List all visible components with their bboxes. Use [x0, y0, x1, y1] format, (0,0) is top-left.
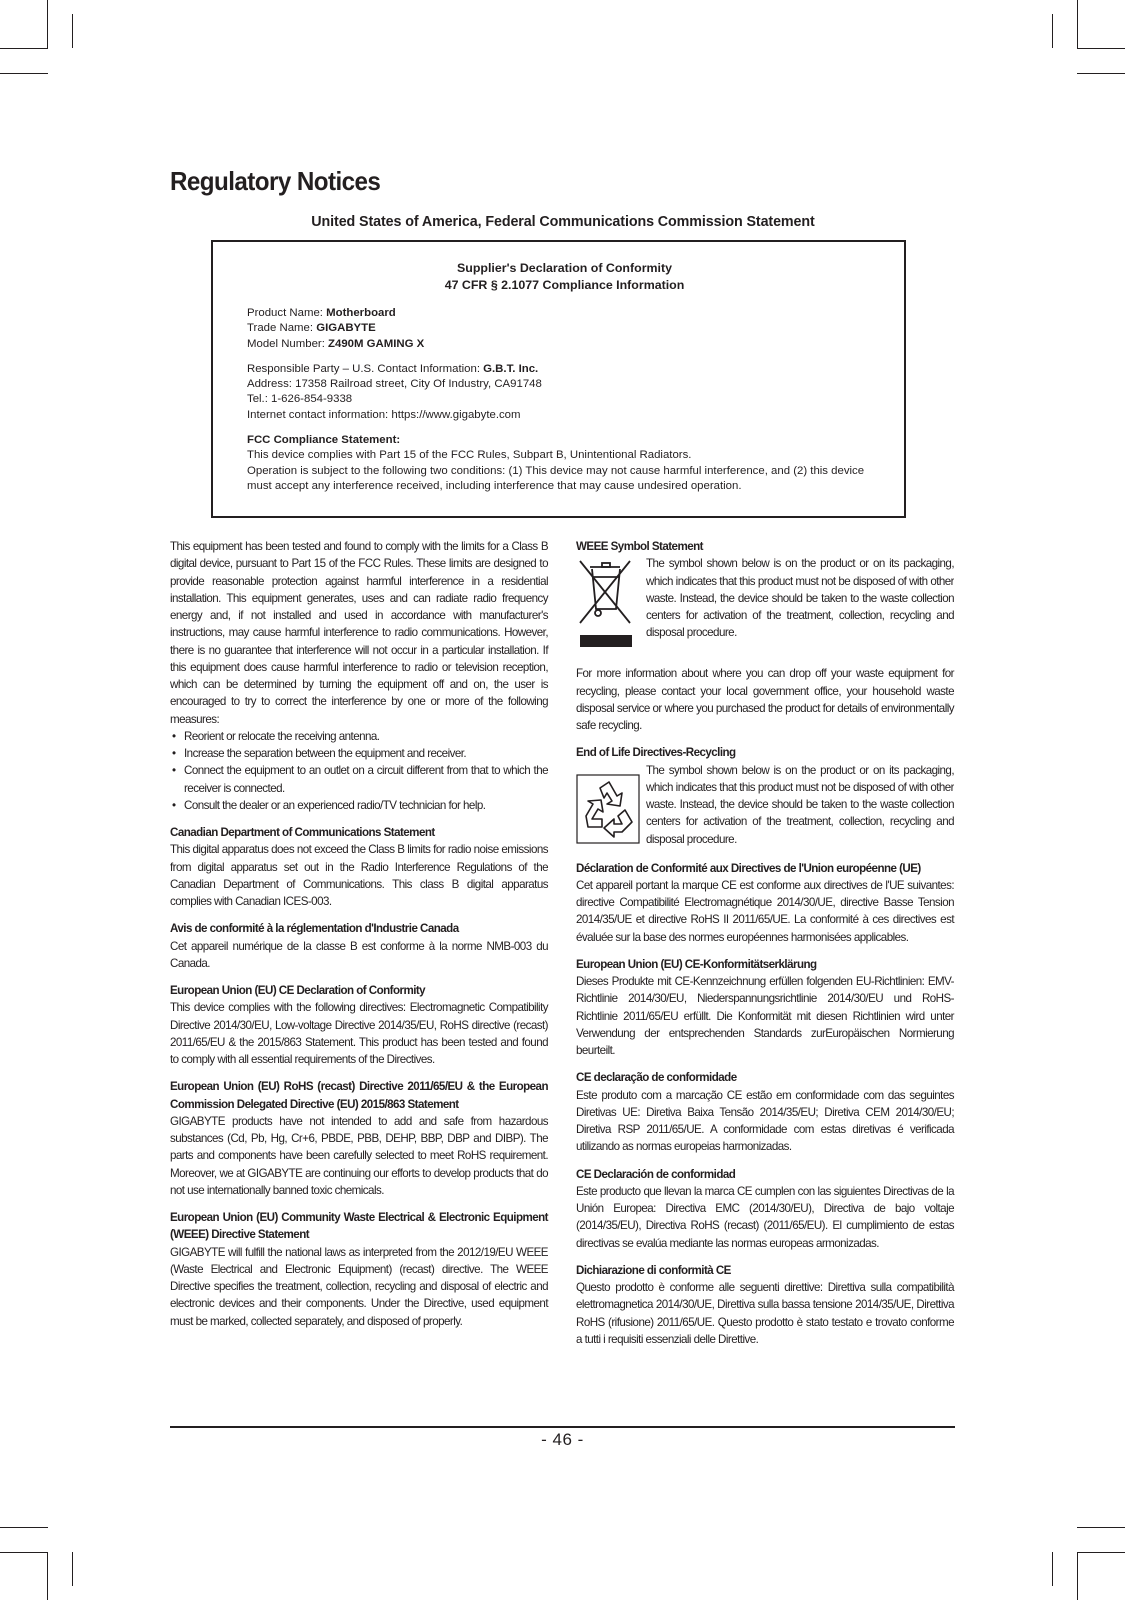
interference-measures-list — [170, 728, 548, 814]
section-heading: Dichiarazione di conformità CE — [576, 1263, 731, 1277]
section-heading: WEEE Symbol Statement — [576, 540, 703, 553]
fcc-compliance-line: Operation is subject to the following two conditions: (1) This device may not cause harmful interference, and (2) this device must accept any interference received, including interference that may cause undesired operation. — [247, 464, 865, 492]
fcc-compliance-line: This device complies with Part 15 of the FCC Rules, Subpart B, Unintentional Radiators. — [247, 449, 692, 462]
fcc-compliance-heading: FCC Compliance Statement: — [247, 434, 401, 447]
section-heading: CE declaração de conformidade — [576, 1071, 737, 1085]
eu-declaration-it-section — [576, 1262, 954, 1348]
industry-canada-section — [170, 920, 548, 972]
sdoc-title: Supplier's Declaration of Conformity — [457, 261, 672, 275]
section-body: The symbol shown below is on the product or on its packaging, which indicates that this product must not be disposed of with other waste. Instead, the device should be taken to the waste collection centers for activation of the treatment, collection, recycling and disposal procedure. — [646, 557, 954, 640]
eu-declaration-pt-section — [576, 1069, 954, 1155]
crossed-out-wheelie-bin-icon — [576, 555, 646, 655]
section-body: The symbol shown below is on the product or on its packaging, which indicates that this product must not be disposed of with other waste. Instead, the device should be taken to the waste collection centers for activation of the treatment, collection, recycling and disposal procedure. — [646, 763, 954, 846]
crop-mark — [1077, 1527, 1125, 1528]
section-heading: Avis de conformité à la réglementation d'Industrie Canada — [170, 922, 459, 936]
eu-declaration-de-section — [576, 956, 954, 1060]
trade-name-value: GIGABYTE — [316, 322, 376, 335]
product-name-line: Product Name: Motherboard — [247, 307, 396, 319]
section-body: GIGABYTE products have not intended to add and safe from hazardous substances (Cd, Pb, Hg, Cr+6, PBDE, PBB, DEHP, BBP, DBP and DIBP). The parts and components have been carefully selected to meet RoHS requirement. Moreover, we at GIGABYTE are continuing our efforts to develop products that do not use internationally banned toxic chemicals. — [170, 1114, 548, 1197]
list-item: • Consult the dealer or an experienced radio/TV technician for help. — [170, 797, 548, 814]
eu-rohs-section — [170, 1078, 548, 1199]
crop-mark — [1077, 73, 1125, 74]
list-item: • Reorient or relocate the receiving antenna. — [170, 728, 548, 745]
trade-name-line: Trade Name: GIGABYTE — [247, 322, 376, 335]
section-body: This digital apparatus does not exceed the Class B limits for radio noise emissions from digital apparatus set out in the Radio Interference Regulations of the Canadian Department of Communications. This class B digital apparatus complies with Canadian ICES-003. — [170, 843, 548, 908]
section-heading: End of Life Directives-Recycling — [576, 746, 736, 760]
product-info-group — [247, 306, 882, 352]
model-number-value: Z490M GAMING X — [328, 337, 425, 350]
crop-mark — [47, 0, 48, 48]
eu-ce-section — [170, 982, 548, 1068]
crop-mark — [1052, 1552, 1053, 1586]
contact-info-group — [247, 362, 882, 423]
right-column — [576, 538, 954, 1348]
left-column — [170, 538, 548, 1330]
internet-line: Internet contact information: https://www.gigabyte.com — [247, 408, 521, 421]
sdoc-subtitle: 47 CFR § 2.1077 Compliance Information — [444, 277, 685, 292]
section-body: Questo prodotto è conforme alle seguenti direttive: Direttiva sulla compatibilità elettromagnetica 2014/30/UE, Direttiva sulla bassa tensione 2014/35/UE, Direttiva RoHS (rifusione) 2011/65/UE. Questo prodotto è stato testato e trovato conforme a tutti i requisiti essenziali delle Direttive. — [576, 1281, 954, 1346]
crop-mark — [72, 14, 73, 48]
section-body: GIGABYTE will fulfill the national laws as interpreted from the 2012/19/EU WEEE (Waste Electrical and Electronic Equipment) (recast) directive. The WEEE Directive specifies the treatment, collection, recycling and disposal of electric and electronic devices and their components. Under the Directive, used equipment must be marked, collected separately, and disposed of properly. — [170, 1245, 548, 1328]
section-heading: European Union (EU) CE-Konformitätserklärung — [576, 957, 817, 971]
suppliers-declaration-box — [211, 240, 906, 518]
section-heading: European Union (EU) CE Declaration of Conformity — [170, 984, 426, 997]
section-body: Cet appareil portant la marque CE est conforme aux directives de l'UE suivantes: directive Compatibilité Electromagnétique 2014/30/UE, directive Basse Tension 2014/35/UE et directive RoHS II 2011/65/UE. La conformité à ces directives est évaluée sur la base des normes européennes harmonisées applicables. — [576, 878, 954, 944]
fcc-section-heading: United States of America, Federal Communications Commission Statement — [311, 214, 815, 230]
weee-symbol-block — [576, 555, 954, 655]
recycling-arrows-icon — [576, 762, 646, 850]
section-body: This device complies with the following directives: Electromagnetic Compatibility Directive 2014/30/EU, Low-voltage Directive 2014/35/EU, RoHS directive (recast) 2011/65/EU & the 2015/863 Statement. This product has been tested and found to comply with all essential requirements of the Directives. — [170, 1001, 548, 1066]
page-number: - 46 - — [541, 1430, 584, 1449]
crop-mark — [1052, 14, 1053, 48]
eu-weee-directive-section — [170, 1209, 548, 1330]
crop-mark — [47, 1552, 48, 1600]
section-heading: European Union (EU) RoHS (recast) Directive 2011/65/EU & the European Commission Delegated Directive (EU) 2015/863 Statement — [170, 1080, 548, 1111]
canada-section — [170, 824, 548, 910]
crop-mark — [0, 73, 48, 74]
list-item: • Increase the separation between the equipment and receiver. — [170, 745, 548, 762]
model-number-line: Model Number: Z490M GAMING X — [247, 337, 425, 350]
section-heading: Déclaration de Conformité aux Directives de l'Union européenne (UE) — [576, 861, 921, 875]
responsible-party-value: G.B.T. Inc. — [483, 362, 539, 375]
fcc-class-b-paragraph: This equipment has been tested and found to comply with the limits for a Class B digital device, pursuant to Part 15 of the FCC Rules. These limits are designed to provide reasonable protection against harmful interference in a residential installation. This equipment generates, uses and can radiate radio frequency energy and, if not installed and used in accordance with manufacturer's instructions, may cause harmful interference to radio communications. However, there is no guarantee that interference will not occur in a particular installation. If this equipment does cause harmful interference to radio or television reception, which can be determined by turning the equipment off and on, the user is encouraged to try to correct the interference by one or more of the following measures: — [170, 540, 548, 726]
crop-mark — [1077, 48, 1125, 49]
section-body: Este producto que llevan la marca CE cumplen con las siguientes Directivas de la Unión Europea: Directiva EMC (2014/30/EU), Directiva de bajo voltaje (2014/35/EU), Directiva RoHS (recast) (2011/65/EU). El cumplimiento de estas directivas se evalúa mediante las normas europeas armonizadas. — [576, 1184, 954, 1250]
footer-divider — [170, 1426, 955, 1428]
crop-mark — [0, 1527, 48, 1528]
crop-mark — [1077, 1552, 1125, 1553]
recycling-block — [576, 762, 954, 850]
weee-more-info-section — [576, 665, 954, 734]
list-item: • Connect the equipment to an outlet on a circuit different from that to which the receiver is connected. — [170, 762, 548, 797]
section-body: Cet appareil numérique de la classe B est conforme à la norme NMB-003 du Canada. — [170, 939, 548, 970]
section-body: Este produto com a marcação CE estão em conformidade com das seguintes Diretivas UE: Diretiva Baixa Tensão 2014/35/EU; Diretiva CEM 2014/30/EU; Diretiva RSP 2011/65/UE. A conformidade com estas diretivas é verificada utilizando as normas europeias harmonizadas. — [576, 1088, 954, 1154]
crop-mark — [1077, 1552, 1078, 1600]
end-of-life-section — [576, 744, 954, 849]
tel-line: Tel.: 1-626-854-9338 — [247, 393, 353, 406]
fcc-compliance-group — [247, 433, 882, 494]
section-heading: CE Declaración de conformidad — [576, 1167, 736, 1181]
crop-mark — [0, 48, 48, 49]
product-name-value: Motherboard — [326, 307, 396, 319]
page-title: Regulatory Notices — [170, 166, 381, 196]
address-line: Address: 17358 Railroad street, City Of Industry, CA91748 — [247, 378, 542, 391]
eu-declaration-fr-section — [576, 860, 954, 946]
crop-mark — [0, 1552, 48, 1553]
responsible-party-line: Responsible Party – U.S. Contact Information: G.B.T. Inc. — [247, 362, 539, 375]
crop-mark — [1077, 0, 1078, 48]
section-body: For more information about where you can drop off your waste equipment for recycling, please contact your local government office, your household waste disposal service or where you purchased the product for details of environmentally safe recycling. — [576, 667, 954, 732]
section-heading: European Union (EU) Community Waste Electrical & Electronic Equipment (WEEE) Directive Statement — [170, 1211, 548, 1242]
eu-declaration-es-section — [576, 1166, 954, 1252]
section-body: Dieses Produkte mit CE-Kennzeichnung erfüllen folgenden EU-Richtlinien: EMV-Richtlinie 2014/30/EU, Niederspannungsrichtlinie 2014/30/EU und RoHS-Richtlinie 2011/65/EU erfüllt. Die Konformität mit diesen Richtlinien wird unter Verwendung der entsprechenden Standards zurEuropäischen Normierung beurteilt. — [576, 975, 954, 1057]
section-heading: Canadian Department of Communications Statement — [170, 826, 435, 839]
weee-symbol-section — [576, 538, 954, 655]
crop-mark — [72, 1552, 73, 1586]
